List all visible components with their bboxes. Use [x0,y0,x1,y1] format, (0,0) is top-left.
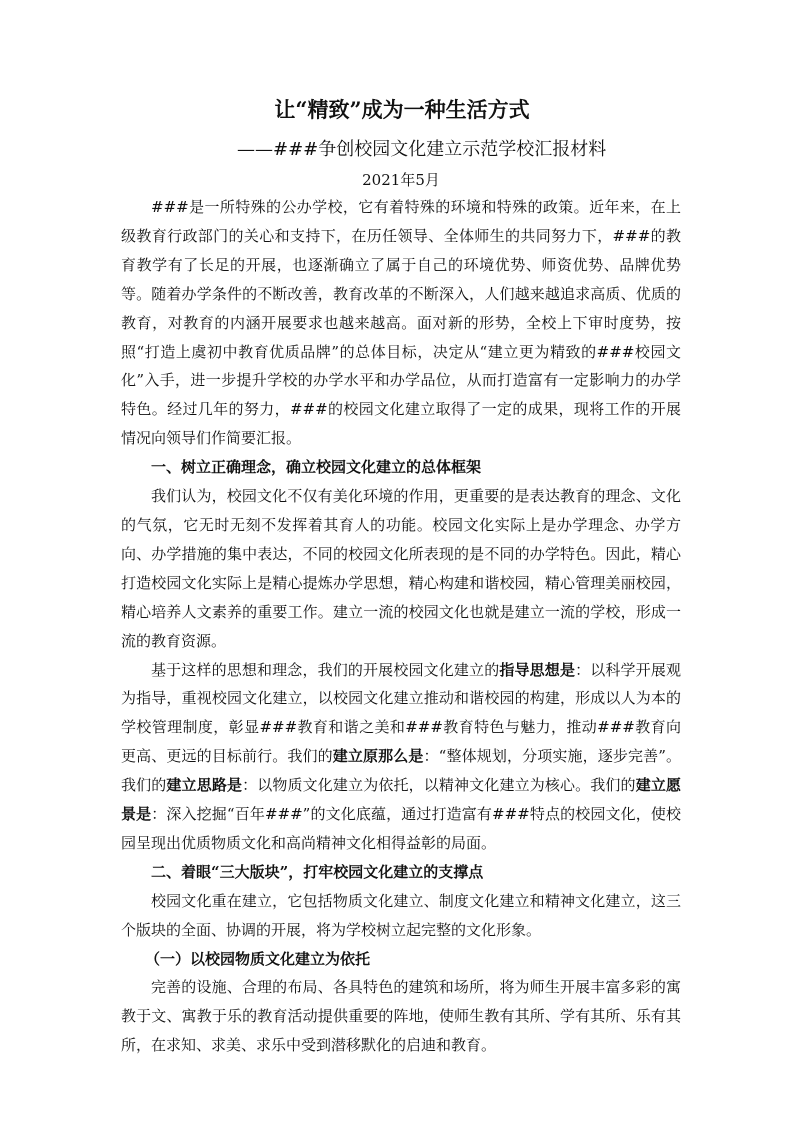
text-run: 基于这样的思想和理念，我们的开展校园文化建立的 [151,660,500,679]
text-run: ：深入挖掘“百年###”的文化底蕴，通过打造富有###特点的校园文化，使校园呈现出优质物质文化和高尚精神文化相得益彰的局面。 [121,805,681,852]
subsection-1-heading: （一）以校园物质文化建立为依托 [145,949,371,968]
document-title: 让“精致”成为一种生活方式 [274,97,530,122]
text-run: ：以物质文化建立为依托，以精神文化建立为核心。我们的 [242,776,636,795]
bold-term-vision: 建立愿景是 [121,776,681,824]
document-page [121,95,681,1060]
text-run: ：以科学开展观为指导，重视校园文化建立，以校园文化建立推动和谐校园的构建，形成以人为本的学校管理制度，彰显###教育和谐之美和###教育特色与魅力，推动###教育向更高、更远的目标前行。我们的 [121,660,681,766]
subsection-1-paragraph-1: 完善的设施、合理的布局、各具特色的建筑和场所，将为师生开展丰富多彩的寓教于文、寓教于乐的教育活动提供重要的阵地，使师生教有其所、学有其所、乐有其所，在求知、求美、求乐中受到潜移默化的启迪和教育。 [121,978,681,1055]
bold-term-principle: 建立原那么是 [332,747,424,766]
section-2-paragraph-1: 校园文化重在建立，它包括物质文化建立、制度文化建立和精神文化建立，这三个版块的全面、协调的开展，将为学校树立起完整的文化形象。 [121,891,681,939]
document-date: 2021年5月 [362,171,440,189]
section-1-paragraph-2 [121,656,681,858]
section-1-paragraph-1: 我们认为，校园文化不仅有美化环境的作用，更重要的是表达教育的理念、文化的气氛，它无时无刻不发挥着其育人的功能。校园文化实际上是办学理念、办学方向、办学措施的集中表达，不同的校园文化所表现的是不同的办学特色。因此，精心打造校园文化实际上是精心提炼办学思想，精心构建和谐校园，精心管理美丽校园，精心培养人文素养的重要工作。建立一流的校园文化也就是建立一流的学校，形成一流的教育资源。 [121,487,681,650]
document-subtitle: ——###争创校园文化建立示范学校汇报材料 [237,139,607,160]
section-1-heading: 一、树立正确理念，确立校园文化建立的总体框架 [151,458,482,477]
section-2-heading: 二、着眼“三大版块”，打牢校园文化建立的支撑点 [151,862,484,881]
intro-paragraph: ###是一所特殊的公办学校，它有着特殊的环境和特殊的政策。近年来，在上级教育行政部门的关心和支持下，在历任领导、全体师生的共同努力下，###的教育教学有了长足的开展，也逐渐确立了属于自己的环境优势、师资优势、品牌优势等。随着办学条件的不断改善，教育改革的不断深入，人们越来越追求高质、优质的教育，对教育的内涵开展要求也越来越高。面对新的形势，全校上下审时度势，按照“打造上虞初中教育优质品牌”的总体目标，决定从“建立更为精致的###校园文化”入手，进一步提升学校的办学水平和办学品位，从而打造富有一定影响力的办学特色。经过几年的努力，###的校园文化建立取得了一定的成果，现将工作的开展情况向领导们作简要汇报。 [121,198,681,448]
bold-term-approach: 建立思路是 [166,776,243,795]
text-run: ：“整体规划，分项实施，逐步完善”。我们的 [121,747,681,795]
bold-term-guiding-thought: 指导思想是 [499,660,576,679]
